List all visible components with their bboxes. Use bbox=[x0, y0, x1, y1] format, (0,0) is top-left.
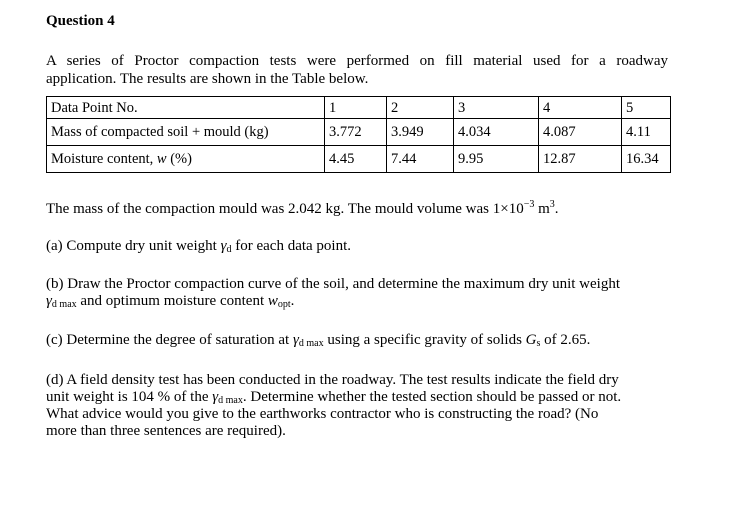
mass-label: Mass of compacted soil + mould (kg) bbox=[47, 119, 325, 146]
part-d-line-4: more than three sentences are required). bbox=[46, 423, 286, 439]
table-cell: 3.949 bbox=[387, 119, 454, 146]
mould-unit: m bbox=[534, 201, 550, 217]
table-cell: 4 bbox=[539, 97, 622, 119]
table-cell: 4.45 bbox=[325, 146, 387, 173]
part-d-text: unit weight is 104 % of the bbox=[46, 389, 213, 405]
table-row-moisture bbox=[47, 146, 671, 173]
gamma-subscript: d max bbox=[218, 395, 243, 406]
table-header-row bbox=[47, 97, 671, 119]
data-point-label: Data Point No. bbox=[47, 97, 325, 119]
gamma-subscript: d max bbox=[298, 338, 324, 349]
w-subscript: opt bbox=[277, 299, 291, 310]
table-cell: 4.087 bbox=[539, 119, 622, 146]
gamma-symbol: γ bbox=[212, 389, 219, 405]
table-cell: 5 bbox=[622, 97, 671, 119]
part-a-suffix: for each data point. bbox=[231, 238, 352, 254]
part-d bbox=[46, 372, 670, 440]
part-c-suffix: of 2.65. bbox=[540, 332, 591, 348]
table-cell: 4.11 bbox=[622, 119, 671, 146]
part-c-middle: using a specific gravity of solids bbox=[323, 332, 526, 348]
intro-line-1: A series of Proctor compaction tests were performed on fill material used for a roadway bbox=[46, 53, 668, 69]
moisture-label-suffix: (%) bbox=[166, 151, 192, 167]
table-cell: 9.95 bbox=[454, 146, 539, 173]
w-symbol: w bbox=[267, 293, 278, 309]
moisture-symbol: w bbox=[156, 151, 167, 167]
g-subscript: s bbox=[536, 338, 541, 349]
table-cell: 2 bbox=[387, 97, 454, 119]
mould-text: The mass of the compaction mould was 2.042 kg. The mould volume was 1×10 bbox=[46, 201, 524, 217]
part-d-line-1: (d) A field density test has been conducted in the roadway. The test results indicate the field dry bbox=[46, 372, 619, 388]
g-symbol: G bbox=[525, 332, 537, 348]
table-cell: 16.34 bbox=[622, 146, 671, 173]
part-b-line-1: (b) Draw the Proctor compaction curve of the soil, and determine the maximum dry unit weight bbox=[46, 276, 621, 292]
table-cell: 3.772 bbox=[325, 119, 387, 146]
mould-suffix: . bbox=[554, 201, 559, 217]
gamma-symbol: γ bbox=[292, 332, 299, 348]
part-d-suffix: . Determine whether the tested section should be passed or not. bbox=[242, 389, 622, 405]
intro-line-2: application. The results are shown in the Table below. bbox=[46, 71, 369, 87]
proctor-results-table bbox=[46, 96, 671, 173]
moisture-label-prefix: Moisture content, bbox=[51, 151, 157, 167]
gamma-symbol: γ bbox=[220, 238, 227, 254]
gamma-subscript: d max bbox=[51, 299, 77, 310]
part-a bbox=[46, 238, 670, 255]
part-c bbox=[46, 332, 670, 349]
question-title: Question 4 bbox=[46, 13, 115, 29]
table-row-mass bbox=[47, 119, 671, 146]
table-cell: 1 bbox=[325, 97, 387, 119]
part-b-text: and optimum moisture content bbox=[76, 293, 268, 309]
moisture-label bbox=[47, 146, 325, 173]
part-d-line-3: What advice would you give to the earthworks contractor who is constructing the road? (No bbox=[46, 406, 599, 422]
mould-exponent: −3 bbox=[523, 199, 535, 210]
part-a-text: (a) Compute dry unit weight bbox=[46, 238, 221, 254]
part-c-text: (c) Determine the degree of saturation at bbox=[46, 332, 293, 348]
part-b-line-2 bbox=[46, 293, 670, 310]
table-cell: 3 bbox=[454, 97, 539, 119]
table-cell: 4.034 bbox=[454, 119, 539, 146]
table-cell: 7.44 bbox=[387, 146, 454, 173]
part-b bbox=[46, 276, 670, 310]
intro-paragraph bbox=[46, 52, 668, 88]
part-d-line-2 bbox=[46, 389, 670, 406]
gamma-subscript: d bbox=[226, 244, 232, 255]
mould-unit-exponent: 3 bbox=[549, 199, 555, 210]
gamma-symbol: γ bbox=[46, 293, 52, 309]
mould-statement bbox=[46, 201, 670, 218]
part-b-end: . bbox=[290, 293, 295, 309]
table-cell: 12.87 bbox=[539, 146, 622, 173]
